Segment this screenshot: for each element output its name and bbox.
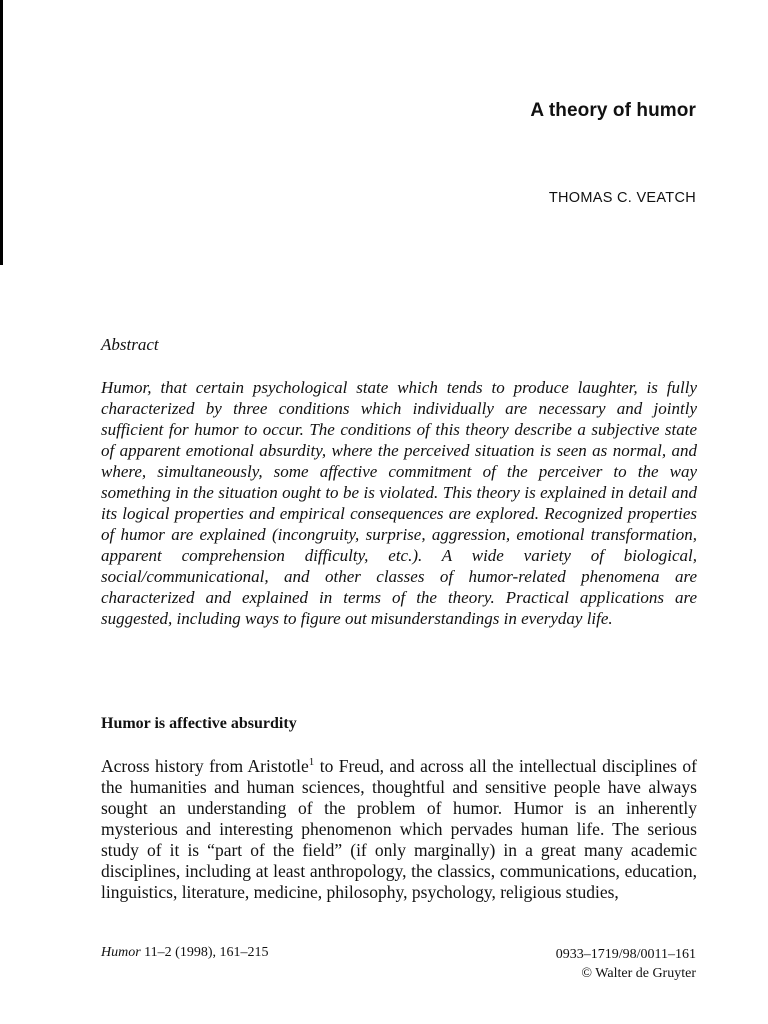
paper-title: A theory of humor [530,100,696,121]
section-body [101,756,697,903]
footnote-marker[interactable]: 1 [308,756,315,769]
abstract-heading: Abstract [101,335,159,354]
body-text-rest: to Freud, and across all the intellectual disciplines of the humanities and human sciences, thoughtful and sensitive people have always sought an understanding of the problem of humor. Humor is an inherently mysterious and interesting phenomenon which pervades human life. The serious study of it is “part of the field” (if only marginally) in a great many academic disciplines, including at least anthropology, the classics, communications, education, linguistics, literature, medicine, philosophy, psychology, religious studies, [101,756,697,902]
scan-edge [0,0,3,265]
body-text-start: Across history from Aristotle [101,756,309,776]
publisher: © Walter de Gruyter [581,966,696,981]
citation [101,945,268,961]
citation-details: 11–2 (1998), 161–215 [140,945,269,960]
author-name: THOMAS C. VEATCH [548,190,696,206]
publication-info [556,945,696,983]
issn: 0933–1719/98/0011–161 [555,947,696,962]
abstract-body: Humor, that certain psychological state which tends to produce laughter, is fully characterized by three conditions which individually are necessary and jointly sufficient for humor to occur. The conditions of this theory describe a subjective state of apparent emotional absurdity, where the perceived situation is seen as normal, and where, simultaneously, some affective commitment of the perceiver to the way something in the situation ought to be is violated. This theory is explained in detail and its logical properties and empirical consequences are explored. Recognized properties of humor are explained (incongruity, surprise, aggression, emotional transformation, apparent comprehension difficulty, etc.). A wide variety of biological, social/communicational, and other classes of humor-related phenomena are characterized and explained in terms of the theory. Practical applications are suggested, including ways to figure out misunderstandings in everyday life. [101,378,697,628]
journal-name: Humor [101,945,141,960]
section-heading: Humor is affective absurdity [101,715,297,732]
